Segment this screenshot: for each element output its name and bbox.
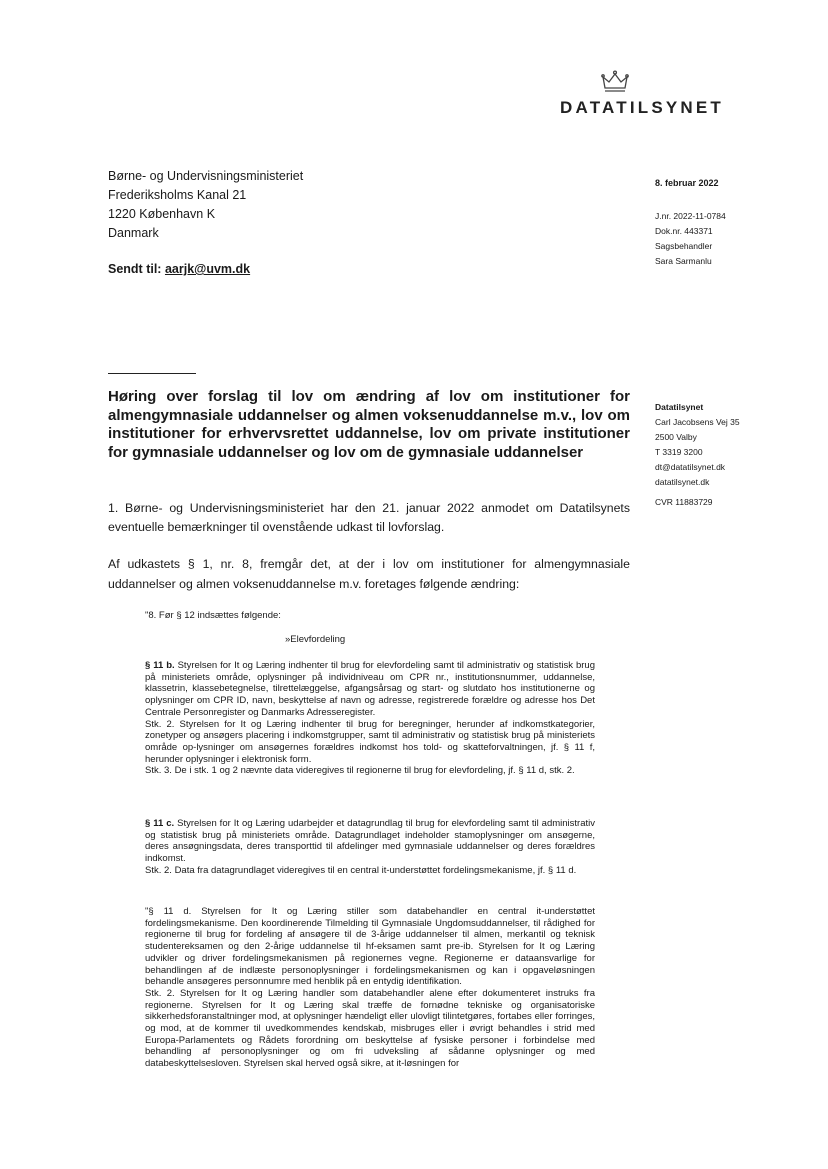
- section-11b: [145, 660, 595, 777]
- reference-block: [655, 209, 726, 269]
- org-web[interactable]: datatilsynet.dk: [655, 477, 710, 487]
- recipient-line: 1220 København K: [108, 207, 216, 221]
- section-11b-stk3: Stk. 3. De i stk. 1 og 2 nævnte data videregives til regionerne til brug for elevfordeling, jf. § 11 d, stk. 2.: [145, 765, 575, 777]
- handler-label: Sagsbehandler: [655, 241, 713, 251]
- recipient-line: Børne- og Undervisningsministeriet: [108, 169, 304, 183]
- section-11b-main: [145, 660, 595, 719]
- logo-text: DATATILSYNET: [560, 98, 724, 117]
- sent-email-link[interactable]: aarjk@uvm.dk: [164, 262, 251, 276]
- journal-number: J.nr. 2022-11-0784: [655, 211, 726, 221]
- recipient-line: Danmark: [108, 226, 159, 240]
- letter-date: 8. februar 2022: [655, 178, 719, 188]
- sent-to: [108, 262, 250, 276]
- sent-label: Sendt til:: [108, 262, 162, 276]
- section-11d-stk2: Stk. 2. Styrelsen for It og Læring handler som databehandler alene efter dokumenteret instruks fra regionerne. Styrelsen for It og Læring skal træffe de fornødne tekniske og organisatoriske sikkerhedsforanstaltninger mod, at oplysninger hændeligt eller ulovligt tilintetgøres, fortabes eller forringes, og mod, at de kommer til uvedkommendes kendskab, misbruges eller i øvrigt behandles i strid med Europa-Parlamentets og Rådets forordning om beskyttelse af fysiske personer i forbindelse med behandling af personoplysninger og om fri udveksling af sådanne oplysninger og med databeskyttelsesloven. Styrelsen skal herved også sikre, at it-løsningen for: [145, 987, 595, 1070]
- section-11d-main: "§ 11 d. Styrelsen for It og Læring stiller som databehandler en central it-understøttet fordelingsmekanisme. Den koordinerende Tilmelding til Gymnasiale Ungdomsuddannelser, til rådighed for regionerne til brug for fordeling af ansøgere til de 3-årige uddannelser til almen, merkantil og teknisk studentereksamen og den 2-årige uddannelse til hf-eksamen samt pre-ib. Styrelsen for It og Læring udvikler og driver fordelingsmekanismen på regionernes vegne. Regionerne er dataansvarlige for behandlingen af de indlæste personoplysninger i fordelingsmekanismen og kan i opgaveløsningen behandle ansøgeres personnumre med henblik på en entydig identifikation.: [145, 906, 595, 988]
- org-city: 2500 Valby: [655, 432, 697, 442]
- body-paragraph: 1. Børne- og Undervisningsministeriet har den 21. januar 2022 anmodet om Datatilsynets eventuelle bemærkninger til ovenstående udkast til lovforslag.: [108, 501, 630, 534]
- org-phone: T 3319 3200: [655, 447, 703, 457]
- section-text: Styrelsen for It og Læring udarbejder et datagrundlag til brug for elevfordeling samt til administrativ og statistisk brug på ministeriets område. Datagrundlaget indeholder stamoplysninger om ansøgerne, deres ansøgningsdata, deres transporttid til afdelinger med gymnasiale uddannelser og deres forældres indkomst.: [145, 818, 596, 865]
- document-number: Dok.nr. 443371: [655, 226, 713, 236]
- divider: [108, 373, 196, 374]
- org-name: Datatilsynet: [655, 402, 704, 412]
- section-label: § 11 c.: [145, 818, 175, 829]
- section-11d: [145, 906, 595, 1070]
- org-contact: [655, 400, 740, 490]
- org-street: Carl Jacobsens Vej 35: [655, 417, 740, 427]
- page-title: Høring over forslag til lov om ændring af lov om institutioner for almengymnasiale uddannelser og almen voksenuddannelse m.v., lov om institutioner for erhvervsrettet uddannelse, lov om private institutioner for gymnasiale uddannelser og lov om de gymnasiale uddannelser: [108, 388, 630, 461]
- section-11c-main: [145, 818, 595, 865]
- recipient-line: Frederiksholms Kanal 21: [108, 188, 247, 202]
- quote-intro: "8. Før § 12 indsættes følgende:: [145, 610, 281, 621]
- body-paragraph: Af udkastets § 1, nr. 8, fremgår det, at der i lov om institutioner for almengymnasiale uddannelser og almen voksenuddannelse m.v. foretages følgende ændring:: [108, 557, 630, 591]
- org-cvr: CVR 11883729: [655, 497, 713, 507]
- recipient-address: [108, 167, 303, 243]
- section-text: Styrelsen for It og Læring indhenter til brug for elevfordeling samt til administrativ og statistisk brug på ministeriets område, oplysninger på individniveau om CPR nr., institutionsnummer, uddannelse, klassetrin, klassebetegnelse, tilrettelæggelse, afgangsårsag og start- og slutdato hos institutionerne og oplysninger om CPR ID, navn, beskyttelse af navn og adresse, registrerede forældre og adresse hos Det Centrale Personregister og Danmarks Adresseregister.: [145, 660, 595, 718]
- quote-heading: »Elevfordeling: [285, 634, 346, 645]
- section-label: § 11 b.: [145, 660, 175, 671]
- crown-icon: [600, 70, 630, 96]
- handler-name: Sara Sarmanlu: [655, 256, 712, 266]
- section-11c: [145, 818, 595, 877]
- section-11c-stk2: Stk. 2. Data fra datagrundlaget videregives til en central it-understøttet fordelingsmekanisme, jf. § 11 d.: [145, 864, 577, 876]
- section-11b-stk2: Stk. 2. Styrelsen for It og Læring indhenter til brug for beregninger, herunder af indkomstkategorier, zonetyper og ansøgers placering i indkomstgrupper, samt til administrativ og statistisk brug på ministeriets område op-lysninger om ansøgernes forældres indkomst hos told- og skatteforvaltningen, jf. § 11 f, herunder oplysninger i elektronisk form.: [145, 718, 595, 765]
- org-email[interactable]: dt@datatilsynet.dk: [655, 462, 726, 472]
